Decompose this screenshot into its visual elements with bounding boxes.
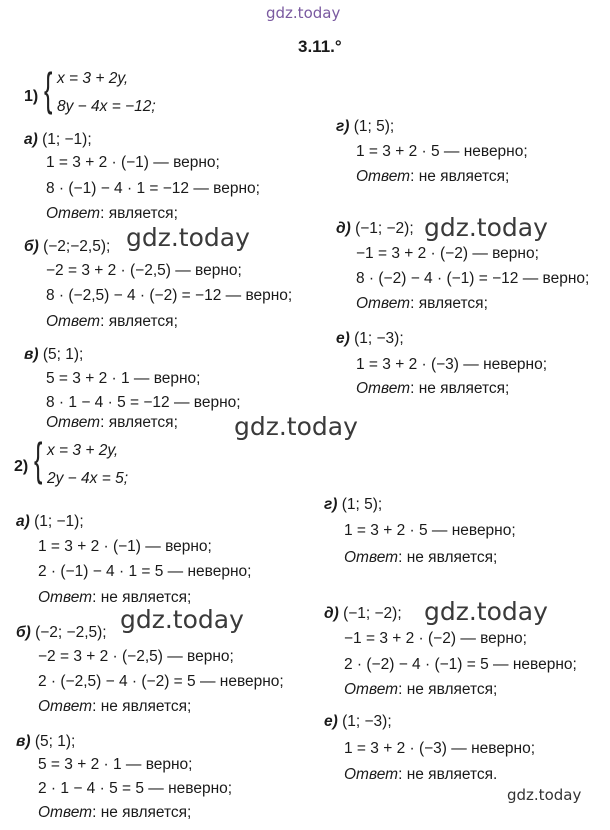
part-number: 1)	[24, 88, 39, 105]
check-line: 8 · 1 − 4 · 5 = −12 — верно;	[46, 394, 241, 411]
case-label: в)	[16, 733, 31, 750]
answer-label: Ответ	[356, 168, 411, 185]
check-line: 2 · 1 − 4 · 5 = 5 — неверно;	[38, 780, 233, 797]
case-label: е)	[336, 330, 350, 347]
system-equation: 8y − 4x = −12;	[57, 98, 156, 115]
system-equation: 2y − 4x = 5;	[47, 470, 128, 487]
case-label: а)	[24, 131, 38, 148]
answer-line	[46, 414, 178, 432]
case-header	[336, 220, 414, 238]
case-label: в)	[24, 346, 39, 363]
answer-line	[344, 681, 497, 699]
case-header	[16, 513, 84, 531]
answer-text: : не является;	[92, 589, 192, 606]
watermark: gdz.today	[234, 412, 358, 441]
system-brace: {	[44, 63, 53, 115]
answer-text: : является;	[100, 313, 178, 330]
case-point: (1; 5);	[341, 496, 383, 513]
answer-text: : является;	[100, 414, 178, 431]
answer-line	[38, 589, 191, 607]
system-brace: {	[34, 433, 43, 485]
system-equation: x = 3 + 2y,	[57, 70, 129, 87]
answer-label: Ответ	[38, 804, 93, 821]
answer-line	[344, 549, 497, 567]
case-label: е)	[324, 713, 338, 730]
case-label: б)	[16, 624, 31, 641]
answer-text: : не является;	[410, 168, 510, 185]
watermark-top: gdz.today	[266, 4, 341, 22]
case-point: (1; −1);	[42, 131, 92, 148]
case-point: (−1; −2);	[355, 220, 414, 237]
answer-text: : не является;	[398, 549, 498, 566]
answer-text: : не является;	[92, 804, 192, 821]
case-header	[324, 496, 382, 514]
check-line: 1 = 3 + 2 · (−3) — неверно;	[356, 356, 548, 373]
case-header	[324, 605, 402, 623]
answer-text: : не является;	[398, 681, 498, 698]
case-header	[16, 733, 75, 751]
answer-label: Ответ	[38, 698, 93, 715]
check-line: 2 · (−2) − 4 · (−1) = 5 — неверно;	[344, 656, 577, 673]
answer-text: : не является;	[92, 698, 192, 715]
case-header	[24, 238, 110, 256]
answer-line	[46, 313, 178, 331]
page-title: 3.11.°	[298, 37, 342, 56]
case-header	[24, 346, 83, 364]
case-label: б)	[24, 238, 39, 255]
check-line: 8 · (−1) − 4 · 1 = −12 — верно;	[46, 180, 260, 197]
check-line: 1 = 3 + 2 · (−1) — верно;	[46, 154, 220, 171]
check-line: 1 = 3 + 2 · 5 — неверно;	[344, 522, 516, 539]
check-line: 2 · (−2,5) − 4 · (−2) = 5 — неверно;	[38, 673, 284, 690]
answer-label: Ответ	[46, 414, 101, 431]
check-line: −1 = 3 + 2 · (−2) — верно;	[356, 245, 539, 262]
check-line: 8 · (−2,5) − 4 · (−2) = −12 — верно;	[46, 287, 293, 304]
case-point: (1; 5);	[353, 118, 395, 135]
answer-label: Ответ	[344, 681, 399, 698]
answer-line	[356, 380, 509, 398]
case-point: (1; −1);	[34, 513, 84, 530]
case-point: (5; 1);	[34, 733, 76, 750]
watermark-bottom: gdz.today	[507, 786, 582, 804]
check-line: 2 · (−1) − 4 · 1 = 5 — неверно;	[38, 563, 252, 580]
watermark: gdz.today	[120, 605, 244, 634]
part-number: 2)	[14, 458, 29, 475]
answer-line	[356, 168, 509, 186]
case-label: а)	[16, 513, 30, 530]
case-label: г)	[324, 496, 338, 513]
watermark: gdz.today	[126, 223, 250, 252]
case-label: д)	[324, 605, 339, 622]
case-label: д)	[336, 220, 351, 237]
case-point: (1; −3);	[342, 713, 392, 730]
case-point: (−2;−2,5);	[43, 238, 111, 255]
case-label: г)	[336, 118, 350, 135]
case-point: (−2; −2,5);	[35, 624, 107, 641]
answer-label: Ответ	[356, 380, 411, 397]
watermark: gdz.today	[424, 597, 548, 626]
answer-label: Ответ	[46, 313, 101, 330]
answer-line	[46, 205, 178, 223]
answer-text: : является;	[410, 295, 488, 312]
watermark: gdz.today	[424, 213, 548, 242]
case-header	[336, 330, 404, 348]
check-line: −2 = 3 + 2 · (−2,5) — верно;	[46, 262, 242, 279]
case-header	[324, 713, 392, 731]
answer-text: : не является.	[398, 766, 498, 783]
check-line: 1 = 3 + 2 · 5 — неверно;	[356, 143, 528, 160]
answer-label: Ответ	[46, 205, 101, 222]
check-line: −1 = 3 + 2 · (−2) — верно;	[344, 630, 527, 647]
check-line: 5 = 3 + 2 · 1 — верно;	[46, 370, 201, 387]
system-equation: x = 3 + 2y,	[47, 442, 119, 459]
case-point: (−1; −2);	[343, 605, 402, 622]
case-header	[16, 624, 107, 642]
check-line: 1 = 3 + 2 · (−3) — неверно;	[344, 740, 536, 757]
answer-line	[344, 766, 497, 784]
case-point: (1; −3);	[354, 330, 404, 347]
answer-text: : является;	[100, 205, 178, 222]
answer-label: Ответ	[344, 549, 399, 566]
answer-label: Ответ	[344, 766, 399, 783]
check-line: 5 = 3 + 2 · 1 — верно;	[38, 756, 193, 773]
case-point: (5; 1);	[42, 346, 84, 363]
answer-label: Ответ	[38, 589, 93, 606]
answer-line	[38, 804, 191, 822]
check-line: 1 = 3 + 2 · (−1) — верно;	[38, 538, 212, 555]
answer-line	[38, 698, 191, 716]
case-header	[24, 131, 92, 149]
answer-text: : не является;	[410, 380, 510, 397]
check-line: −2 = 3 + 2 · (−2,5) — верно;	[38, 648, 234, 665]
case-header	[336, 118, 394, 136]
answer-label: Ответ	[356, 295, 411, 312]
answer-line	[356, 295, 488, 313]
check-line: 8 · (−2) − 4 · (−1) = −12 — верно;	[356, 270, 590, 287]
